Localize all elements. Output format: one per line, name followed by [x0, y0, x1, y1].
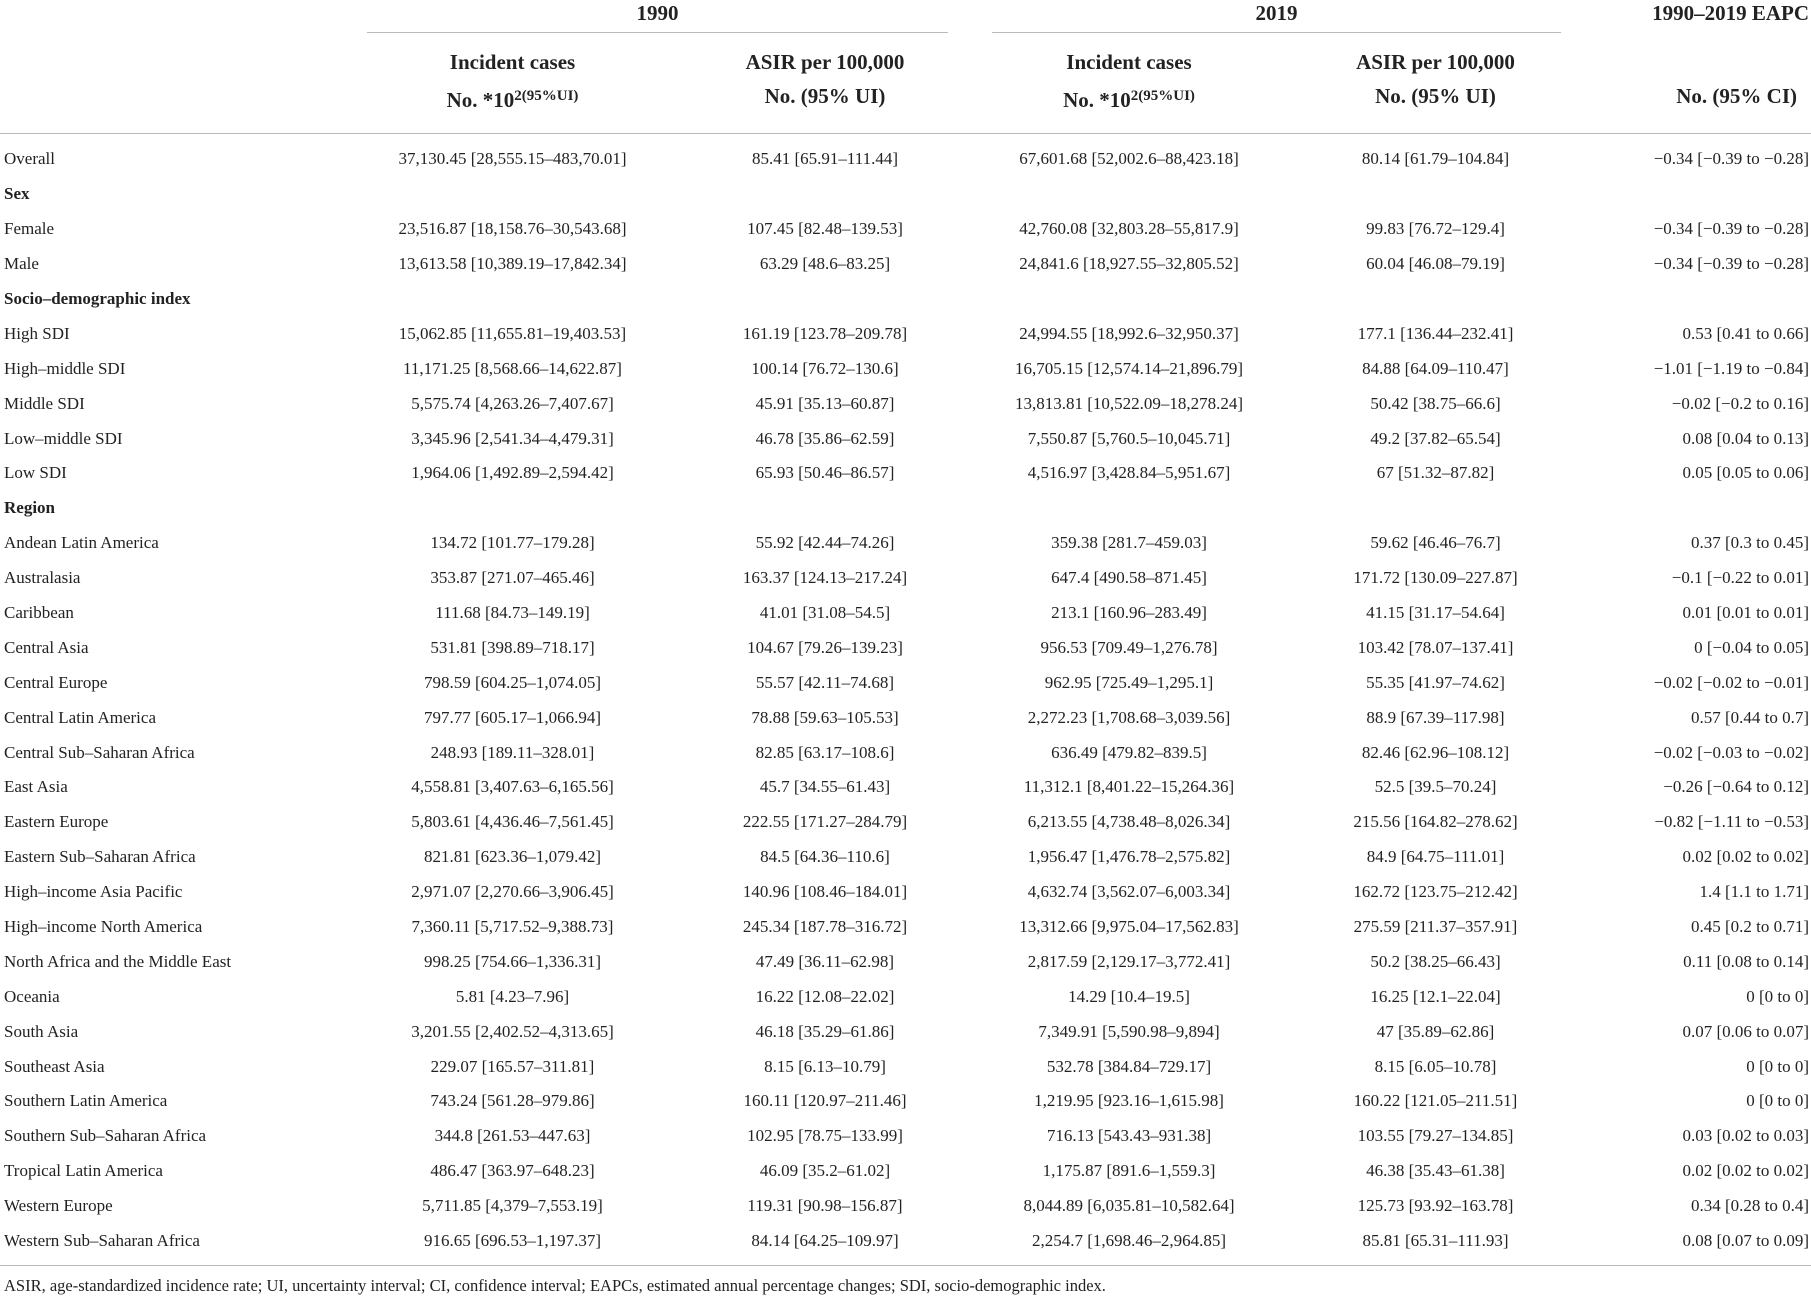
- incident-2019-cell: 1,956.47 [1,476.78–2,575.82]: [1027, 847, 1231, 867]
- row-label: Eastern Europe: [4, 812, 109, 832]
- year-2019-header: 2019: [970, 0, 1583, 33]
- asir-2019-cell: 47 [35.89–62.86]: [1376, 1021, 1495, 1041]
- incident-1990-cell: 5,575.74 [4,263.26–7,407.67]: [411, 393, 614, 413]
- incident-1990-cell: 5,803.61 [4,436.46–7,561.45]: [411, 812, 614, 832]
- incident-2019-cell: 13,312.66 [9,975.04–17,562.83]: [1019, 917, 1239, 937]
- asir-2019-cell: 60.04 [46.08–79.19]: [1366, 254, 1505, 274]
- row-label: Western Sub–Saharan Africa: [4, 1231, 200, 1251]
- eapc-cell: 0 [0 to 0]: [1746, 1091, 1809, 1111]
- eapc-cell: −0.82 [−1.11 to −0.53]: [1654, 812, 1809, 832]
- table-row: [0, 1224, 1811, 1259]
- table-row: [0, 351, 1811, 386]
- incident-1990-cell: 7,360.11 [5,717.52–9,388.73]: [411, 917, 614, 937]
- row-label: East Asia: [4, 777, 68, 797]
- asir-1990-cell: 47.49 [36.11–62.98]: [755, 951, 895, 971]
- incident-cases-1990-header: Incident cases No. $*10^{2(95\%UI)}$: [446, 50, 579, 112]
- asir-1990-cell: [680, 491, 970, 526]
- asir-2019-cell: 59.62 [46.46–76.7]: [1370, 533, 1501, 553]
- table-row: [0, 1189, 1811, 1224]
- incident-2019-cell: 4,632.74 [3,562.07–6,003.34]: [1027, 882, 1231, 902]
- eapc-cell: [1583, 491, 1811, 526]
- table-row: [0, 979, 1811, 1014]
- asir-1990-cell: 65.93 [50.46–86.57]: [755, 463, 895, 483]
- table-row: [0, 665, 1811, 700]
- incident-2019-cell: 11,312.1 [8,401.22–15,264.36]: [1023, 777, 1235, 797]
- incident-2019-cell: 6,213.55 [4,738.48–8,026.34]: [1027, 812, 1231, 832]
- row-label: High–middle SDI: [4, 358, 126, 378]
- row-label: High–income Asia Pacific: [4, 882, 183, 902]
- incident-2019-cell: 2,272.23 [1,708.68–3,039.56]: [1027, 707, 1231, 727]
- asir-1990-cell: 55.92 [42.44–74.26]: [755, 533, 895, 553]
- asir-2019-cell: 99.83 [76.72–129.4]: [1366, 219, 1505, 239]
- eapc-cell: 0.57 [0.44 to 0.7]: [1690, 707, 1809, 727]
- incident-2019-cell: 636.49 [479.82–839.5]: [1051, 742, 1207, 762]
- row-label: Oceania: [4, 986, 60, 1006]
- incident-1990-cell: 998.25 [754.66–1,336.31]: [423, 951, 602, 971]
- incident-2019-cell: 7,349.91 [5,590.98–9,894]: [1038, 1021, 1220, 1041]
- asir-1990-cell: 46.78 [35.86–62.59]: [755, 428, 895, 448]
- row-label: Southern Latin America: [4, 1091, 168, 1111]
- eapc-cell: 1.4 [1.1 to 1.71]: [1699, 882, 1809, 902]
- asir-1990-cell: 8.15 [6.13–10.79]: [764, 1056, 886, 1076]
- incident-1990-cell: 743.24 [561.28–979.86]: [430, 1091, 595, 1111]
- asir-2019-header: ASIR per 100,000 No. (95% UI): [1356, 50, 1515, 108]
- row-label: Caribbean: [4, 603, 74, 623]
- table-row: [0, 134, 1811, 177]
- incident-1990-cell: 5.81 [4.23–7.96]: [455, 986, 570, 1006]
- incident-2019-cell: 7,550.87 [5,760.5–10,045.71]: [1027, 428, 1231, 448]
- table-row: [0, 735, 1811, 770]
- asir-2019-cell: 177.1 [136.44–232.41]: [1357, 323, 1514, 343]
- row-label: Central Europe: [4, 672, 108, 692]
- asir-1990-cell: 85.41 [65.91–111.44]: [751, 149, 899, 169]
- incident-1990-cell: 5,711.85 [4,379–7,553.19]: [422, 1196, 603, 1216]
- asir-1990-cell: 45.7 [34.55–61.43]: [759, 777, 891, 797]
- eapc-header: 1990–2019 EAPC: [1652, 1, 1809, 25]
- eapc-cell: 0 [−0.04 to 0.05]: [1694, 637, 1809, 657]
- incident-1990-cell: 134.72 [101.77–179.28]: [430, 533, 595, 553]
- incident-2019-cell: 4,516.97 [3,428.84–5,951.67]: [1027, 463, 1231, 483]
- table-row: [0, 770, 1811, 805]
- table-row: [0, 561, 1811, 596]
- section-row: [0, 491, 1811, 526]
- asir-2019-cell: 275.59 [211.37–357.91]: [1353, 917, 1518, 937]
- table-row: [0, 805, 1811, 840]
- incident-2019-cell: 67,601.68 [52,002.6–88,423.18]: [1019, 149, 1239, 169]
- table-row: [0, 1049, 1811, 1084]
- asir-1990-cell: 16.22 [12.08–22.02]: [755, 986, 895, 1006]
- asir-1990-cell: 84.14 [64.25–109.97]: [751, 1231, 899, 1251]
- section-row: [0, 177, 1811, 212]
- incident-1990-cell: 531.81 [398.89–718.17]: [430, 637, 595, 657]
- incident-2019-cell: 716.13 [543.43–931.38]: [1046, 1126, 1212, 1146]
- asir-1990-cell: 45.91 [35.13–60.87]: [755, 393, 895, 413]
- incident-1990-cell: 916.65 [696.53–1,197.37]: [423, 1231, 602, 1251]
- row-label: Male: [4, 254, 39, 274]
- table-row: [0, 247, 1811, 282]
- incident-2019-cell: 1,219.95 [923.16–1,615.98]: [1034, 1091, 1224, 1111]
- incident-2019-cell: 532.78 [384.84–729.17]: [1046, 1056, 1212, 1076]
- table-row: [0, 1119, 1811, 1154]
- row-label: High–income North America: [4, 917, 203, 937]
- eapc-cell: −0.1 [−0.22 to 0.01]: [1671, 568, 1809, 588]
- incident-1990-cell: 353.87 [271.07–465.46]: [430, 568, 595, 588]
- eapc-cell: −0.02 [−0.02 to −0.01]: [1653, 672, 1809, 692]
- footnote: ASIR, age-standardized incidence rate; UI, uncertainty interval; CI, confidence interval; EAPCs, estimated annual percentage changes; SDI, socio-demographic index.: [4, 1275, 1106, 1295]
- asir-2019-cell: 82.46 [62.96–108.12]: [1361, 742, 1510, 762]
- table-body: [0, 134, 1811, 1259]
- eapc-cell: 0.05 [0.05 to 0.06]: [1682, 463, 1809, 483]
- incident-2019-cell: 24,994.55 [18,992.6–32,950.37]: [1019, 323, 1239, 343]
- incident-2019-cell: 16,705.15 [12,574.14–21,896.79]: [1014, 358, 1244, 378]
- incident-1990-cell: 23,516.87 [18,158.76–30,543.68]: [398, 219, 627, 239]
- asir-1990-cell: 63.29 [48.6–83.25]: [759, 254, 891, 274]
- table-row: [0, 840, 1811, 875]
- incident-1990-cell: [345, 177, 680, 212]
- asir-2019-cell: 103.42 [78.07–137.41]: [1357, 637, 1514, 657]
- asir-2019-cell: 80.14 [61.79–104.84]: [1361, 149, 1510, 169]
- eapc-cell: 0 [0 to 0]: [1746, 1056, 1809, 1076]
- eapc-cell: 0.53 [0.41 to 0.66]: [1682, 323, 1809, 343]
- asir-1990-cell: 161.19 [123.78–209.78]: [742, 323, 908, 343]
- eapc-cell: 0.02 [0.02 to 0.02]: [1682, 1161, 1809, 1181]
- asir-1990-cell: 41.01 [31.08–54.5]: [759, 603, 891, 623]
- table-row: [0, 212, 1811, 247]
- incident-1990-cell: 111.68 [84.73–149.19]: [435, 603, 590, 623]
- eapc-cell: −0.26 [−0.64 to 0.12]: [1663, 777, 1809, 797]
- asir-2019-cell: 50.42 [38.75–66.6]: [1370, 393, 1501, 413]
- row-label: Sex: [4, 184, 30, 204]
- incident-1990-cell: 15,062.85 [11,655.81–19,403.53]: [398, 323, 627, 343]
- incident-2019-cell: 647.4 [490.58–871.45]: [1051, 568, 1207, 588]
- incident-1990-cell: 486.47 [363.97–648.23]: [430, 1161, 595, 1181]
- asir-2019-cell: 84.88 [64.09–110.47]: [1362, 358, 1509, 378]
- asir-1990-cell: 163.37 [124.13–217.24]: [742, 568, 908, 588]
- asir-2019-cell: 88.9 [67.39–117.98]: [1366, 707, 1505, 727]
- incident-1990-cell: 1,964.06 [1,492.89–2,594.42]: [411, 463, 614, 483]
- asir-2019-cell: 41.15 [31.17–54.64]: [1366, 603, 1505, 623]
- incident-2019-cell: 14.29 [10.4–19.5]: [1068, 986, 1190, 1006]
- eapc-cell: 0.34 [0.28 to 0.4]: [1690, 1196, 1809, 1216]
- row-label: South Asia: [4, 1021, 79, 1041]
- asir-1990-cell: 46.18 [35.29–61.86]: [755, 1021, 895, 1041]
- year-header-row: [0, 0, 1811, 33]
- eapc-cell: 0 [0 to 0]: [1746, 986, 1809, 1006]
- eapc-cell: 0.08 [0.07 to 0.09]: [1682, 1231, 1809, 1251]
- table-row: [0, 875, 1811, 910]
- asir-2019-cell: 160.22 [121.05–211.51]: [1353, 1091, 1518, 1111]
- asir-1990-cell: [680, 282, 970, 317]
- asir-2019-cell: [1288, 282, 1583, 317]
- row-label: Andean Latin America: [4, 533, 159, 553]
- incident-2019-cell: 962.95 [725.49–1,295.1]: [1044, 672, 1214, 692]
- table-row: [0, 1084, 1811, 1119]
- incident-2019-cell: [970, 491, 1288, 526]
- blank-header: [0, 0, 345, 33]
- table-row: [0, 1154, 1811, 1189]
- row-label: Southern Sub–Saharan Africa: [4, 1126, 207, 1146]
- incident-1990-cell: 11,171.25 [8,568.66–14,622.87]: [403, 358, 622, 378]
- row-label: Central Asia: [4, 637, 89, 657]
- incident-2019-cell: 213.1 [160.96–283.49]: [1051, 603, 1207, 623]
- asir-2019-cell: 171.72 [130.09–227.87]: [1353, 568, 1518, 588]
- asir-2019-cell: 84.9 [64.75–111.01]: [1366, 847, 1505, 867]
- incident-2019-cell: 2,254.7 [1,698.46–2,964.85]: [1031, 1231, 1227, 1251]
- asir-2019-cell: 46.38 [35.43–61.38]: [1366, 1161, 1505, 1181]
- table-row: [0, 630, 1811, 665]
- eapc-cell: −0.02 [−0.03 to −0.02]: [1653, 742, 1809, 762]
- row-label: North Africa and the Middle East: [4, 951, 232, 971]
- table-row: [0, 1014, 1811, 1049]
- asir-1990-cell: 84.5 [64.36–110.6]: [760, 847, 890, 867]
- eapc-cell: 0.03 [0.02 to 0.03]: [1682, 1126, 1809, 1146]
- asir-1990-cell: 222.55 [171.27–284.79]: [742, 812, 908, 832]
- asir-2019-cell: 162.72 [123.75–212.42]: [1353, 882, 1518, 902]
- table-row: [0, 944, 1811, 979]
- eapc-cell: 0.11 [0.08 to 0.14]: [1683, 951, 1809, 971]
- eapc-cell: −0.02 [−0.2 to 0.16]: [1671, 393, 1809, 413]
- asir-2019-cell: [1288, 491, 1583, 526]
- asir-1990-cell: 102.95 [78.75–133.99]: [747, 1126, 903, 1146]
- incident-2019-cell: 956.53 [709.49–1,276.78]: [1040, 637, 1218, 657]
- asir-2019-cell: 85.81 [65.31–111.93]: [1362, 1231, 1509, 1251]
- incident-2019-cell: 13,813.81 [10,522.09–18,278.24]: [1014, 393, 1244, 413]
- incident-1990-cell: 229.07 [165.57–311.81]: [430, 1056, 595, 1076]
- asir-2019-cell: 103.55 [79.27–134.85]: [1357, 1126, 1514, 1146]
- incident-2019-cell: 2,817.59 [2,129.17–3,772.41]: [1027, 951, 1231, 971]
- asir-2019-cell: 52.5 [39.5–70.24]: [1374, 777, 1497, 797]
- asir-1990-cell: 107.45 [82.48–139.53]: [747, 219, 903, 239]
- asir-1990-cell: 140.96 [108.46–184.01]: [742, 882, 908, 902]
- asir-1990-cell: 55.57 [42.11–74.68]: [755, 672, 895, 692]
- eapc-cell: −1.01 [−1.19 to −0.84]: [1653, 358, 1809, 378]
- asir-1990-cell: 82.85 [63.17–108.6]: [755, 742, 895, 762]
- row-label: Central Latin America: [4, 707, 156, 727]
- eapc-cell: 0.08 [0.04 to 0.13]: [1682, 428, 1809, 448]
- incident-1990-cell: 13,613.58 [10,389.19–17,842.34]: [398, 254, 627, 274]
- asir-1990-cell: [680, 177, 970, 212]
- incident-1990-cell: 821.81 [623.36–1,079.42]: [423, 847, 602, 867]
- incident-1990-cell: 344.8 [261.53–447.63]: [434, 1126, 591, 1146]
- asir-1990-header: ASIR per 100,000 No. (95% UI): [745, 50, 905, 108]
- row-label: Region: [4, 498, 55, 518]
- asir-2019-cell: 16.25 [12.1–22.04]: [1370, 986, 1501, 1006]
- row-label: Tropical Latin America: [4, 1161, 163, 1181]
- incident-2019-cell: 42,760.08 [32,803.28–55,817.9]: [1019, 219, 1239, 239]
- asir-1990-cell: 245.34 [187.78–316.72]: [742, 917, 908, 937]
- row-label: Low–middle SDI: [4, 428, 123, 448]
- eapc-cell: [1583, 177, 1811, 212]
- row-label: Australasia: [4, 568, 81, 588]
- row-label: High SDI: [4, 323, 70, 343]
- table-row: [0, 456, 1811, 491]
- asir-1990-cell: 104.67 [79.26–139.23]: [747, 637, 903, 657]
- eapc-cell: 0.02 [0.02 to 0.02]: [1682, 847, 1809, 867]
- incident-cases-2019-header: Incident cases No. $*10^{2(95\%UI)}$: [1063, 50, 1195, 112]
- incident-1990-cell: [345, 491, 680, 526]
- eapc-cell: 0.45 [0.2 to 0.71]: [1690, 917, 1809, 937]
- row-label: Middle SDI: [4, 393, 85, 413]
- asir-1990-cell: 119.31 [90.98–156.87]: [747, 1196, 903, 1216]
- table-row: [0, 386, 1811, 421]
- incident-2019-cell: 359.38 [281.7–459.03]: [1051, 533, 1207, 553]
- row-label: Low SDI: [4, 463, 67, 483]
- incident-1990-cell: 37,130.45 [28,555.15–483,70.01]: [398, 149, 627, 169]
- incident-2019-cell: [970, 177, 1288, 212]
- incident-1990-cell: 797.77 [605.17–1,066.94]: [423, 707, 602, 727]
- eapc-cell: −0.34 [−0.39 to −0.28]: [1653, 254, 1809, 274]
- asir-2019-cell: 215.56 [164.82–278.62]: [1353, 812, 1518, 832]
- table-row: [0, 316, 1811, 351]
- eapc-cell: −0.34 [−0.39 to −0.28]: [1653, 219, 1809, 239]
- asir-1990-cell: 100.14 [76.72–130.6]: [751, 358, 899, 378]
- incident-1990-cell: [345, 282, 680, 317]
- incident-2019-cell: [970, 282, 1288, 317]
- row-label: Southeast Asia: [4, 1056, 105, 1076]
- asir-1990-cell: 46.09 [35.2–61.02]: [759, 1161, 891, 1181]
- eapc-cell: 0.07 [0.06 to 0.07]: [1682, 1021, 1809, 1041]
- section-row: [0, 282, 1811, 317]
- eapc-cell: 0.01 [0.01 to 0.01]: [1682, 603, 1809, 623]
- column-header-row: [0, 33, 1811, 133]
- eapc-cell: [1583, 282, 1811, 317]
- incident-1990-cell: 798.59 [604.25–1,074.05]: [423, 672, 602, 692]
- incident-1990-cell: 2,971.07 [2,270.66–3,906.45]: [411, 882, 614, 902]
- asir-1990-cell: 160.11 [120.97–211.46]: [743, 1091, 907, 1111]
- eapc-cell: 0.37 [0.3 to 0.45]: [1690, 533, 1809, 553]
- table-row: [0, 421, 1811, 456]
- incident-2019-cell: 1,175.87 [891.6–1,559.3]: [1042, 1161, 1216, 1181]
- table-row: [0, 910, 1811, 945]
- incident-2019-cell: 8,044.89 [6,035.81–10,582.64]: [1023, 1196, 1235, 1216]
- asir-2019-cell: [1288, 177, 1583, 212]
- incident-2019-cell: 24,841.6 [18,927.55–32,805.52]: [1019, 254, 1239, 274]
- row-label: Female: [4, 219, 55, 239]
- asir-2019-cell: 50.2 [38.25–66.43]: [1370, 951, 1501, 971]
- row-label: Western Europe: [4, 1196, 113, 1216]
- asir-2019-cell: 49.2 [37.82–65.54]: [1370, 428, 1501, 448]
- table-row: [0, 700, 1811, 735]
- year-1990-header: 1990: [345, 0, 970, 33]
- row-label: Overall: [4, 149, 55, 169]
- table-row: [0, 596, 1811, 631]
- incident-1990-cell: 3,345.96 [2,541.34–4,479.31]: [411, 428, 614, 448]
- asir-2019-cell: 8.15 [6.05–10.78]: [1374, 1056, 1497, 1076]
- asir-2019-cell: 55.35 [41.97–74.62]: [1366, 672, 1505, 692]
- row-label: Eastern Sub–Saharan Africa: [4, 847, 196, 867]
- asir-2019-cell: 67 [51.32–87.82]: [1376, 463, 1495, 483]
- table-row: [0, 526, 1811, 561]
- asir-2019-cell: 125.73 [93.92–163.78]: [1357, 1196, 1514, 1216]
- incident-1990-cell: 4,558.81 [3,407.63–6,165.56]: [411, 777, 614, 797]
- eapc-ci-header: No. (95% CI): [1676, 84, 1797, 108]
- incident-1990-cell: 3,201.55 [2,402.52–4,313.65]: [411, 1021, 614, 1041]
- asir-1990-cell: 78.88 [59.63–105.53]: [751, 707, 899, 727]
- row-label: Central Sub–Saharan Africa: [4, 742, 195, 762]
- incident-1990-cell: 248.93 [189.11–328.01]: [430, 742, 595, 762]
- eapc-cell: −0.34 [−0.39 to −0.28]: [1653, 149, 1809, 169]
- row-label: Socio–demographic index: [4, 289, 191, 308]
